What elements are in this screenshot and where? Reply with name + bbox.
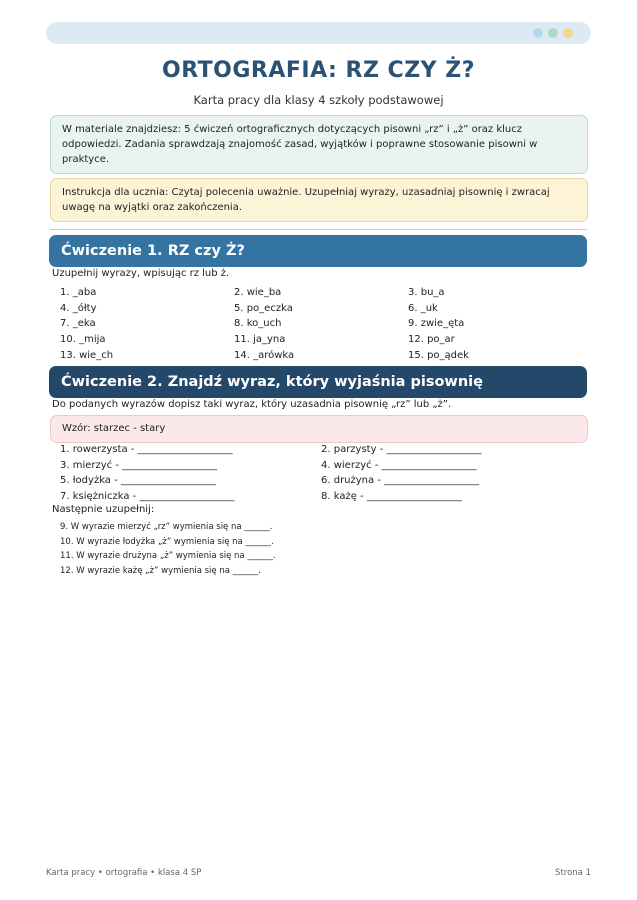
- list-item: 1. rowerzysta - ___________________: [60, 444, 233, 455]
- dot-yellow: [563, 28, 573, 38]
- list-item: 8. każę - ___________________: [321, 490, 462, 502]
- list-item: 6. drużyna - ___________________: [321, 475, 480, 486]
- example-box: Wzór: starzec - stary: [50, 415, 588, 443]
- instruction-box: Instrukcja dla ucznia: Czytaj polecenia uważnie. Uzupełniaj wyrazy, uzasadniaj pisownię i zwracaj uwagę na wyjątki oraz zakończenia.: [50, 178, 588, 222]
- list-item: 2. wie_ba: [234, 287, 282, 298]
- page-title: ORTOGRAFIA: RZ CZY Ż?: [162, 58, 475, 83]
- divider: [50, 229, 587, 230]
- exercise1-lead: Uzupełnij wyrazy, wpisując rz lub ż.: [52, 268, 230, 279]
- list-item: 7. _eka: [60, 318, 96, 330]
- list-item: 5. po_eczka: [234, 302, 293, 314]
- list-item: 10. _mija: [60, 334, 106, 346]
- list-item: 12. po_ar: [408, 334, 455, 346]
- list-item: 2. parzysty - ___________________: [321, 444, 482, 455]
- exercise2-lead: Do podanych wyrazów dopisz taki wyraz, który uzasadnia pisownię „rz” lub „ż”.: [52, 399, 452, 410]
- list-item: 7. księżniczka - ___________________: [60, 490, 235, 502]
- list-item: 3. mierzyć - ___________________: [60, 459, 218, 471]
- footer-text: Karta pracy • ortografia • klasa 4 SP: [46, 868, 202, 878]
- list-item: 1. _aba: [60, 287, 97, 298]
- sentence-item: 10. W wyrazie łodyżka „ż” wymienia się na ______.: [60, 536, 274, 547]
- exercise2-heading: Ćwiczenie 2. Znajdź wyraz, który wyjaśnia pisownię: [49, 366, 587, 398]
- dot-blue: [533, 28, 543, 38]
- list-item: 3. bu_a: [408, 287, 445, 298]
- exercise2-lead2: Następnie uzupełnij:: [52, 504, 155, 515]
- header-bar: [46, 22, 591, 44]
- exercise1-heading: Ćwiczenie 1. RZ czy Ż?: [49, 235, 587, 267]
- exercise2-items: [60, 442, 580, 504]
- exercise2-sentences: [60, 520, 276, 578]
- info-box: W materiale znajdziesz: 5 ćwiczeń ortograficznych dotyczących pisowni „rz” i „ż” oraz klucz odpowiedzi. Zadania sprawdzają znajomość zasad, wyjątków i poprawne stosowanie pisowni w praktyce.: [50, 115, 588, 174]
- sentence-item: 11. W wyrazie drużyna „ż” wymienia się na ______.: [60, 551, 276, 562]
- list-item: 14. _arówka: [234, 349, 295, 361]
- list-item: 11. ja_yna: [234, 334, 286, 346]
- page-number: Strona 1: [555, 868, 591, 878]
- dot-green: [548, 28, 558, 38]
- list-item: 6. _uk: [408, 302, 438, 314]
- list-item: 9. zwie_ęta: [408, 318, 465, 330]
- exercise1-items: [60, 285, 580, 364]
- list-item: 5. łodyżka - ___________________: [60, 475, 216, 486]
- sentence-item: 12. W wyrazie każę „ż” wymienia się na ______.: [60, 565, 261, 576]
- list-item: 8. ko_uch: [234, 318, 282, 330]
- header-dots: [533, 28, 573, 38]
- list-item: 4. wierzyć - ___________________: [321, 459, 477, 471]
- list-item: 4. _ółty: [60, 302, 97, 314]
- list-item: 15. po_ądek: [408, 349, 469, 361]
- sentence-item: 9. W wyrazie mierzyć „rz” wymienia się na ______.: [60, 522, 273, 532]
- page-subtitle: Karta pracy dla klasy 4 szkoły podstawowej: [193, 93, 444, 107]
- list-item: 13. wie_ch: [60, 349, 114, 361]
